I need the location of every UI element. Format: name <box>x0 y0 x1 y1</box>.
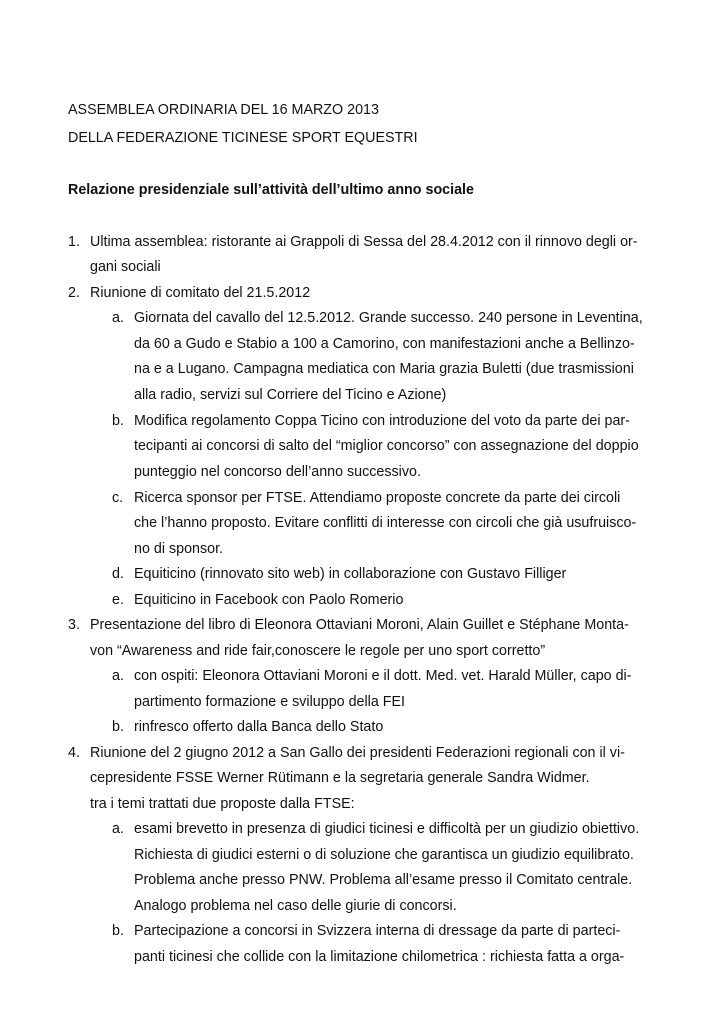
title-line-2: DELLA FEDERAZIONE TICINESE SPORT EQUESTRI <box>68 130 418 146</box>
item-2a-line: na e a Lugano. Campagna mediatica con Maria grazia Buletti (due trasmissioni <box>134 361 634 377</box>
item-2c-line: Ricerca sponsor per FTSE. Attendiamo proposte concrete da parte dei circoli <box>134 490 621 506</box>
item-2-marker: 2. <box>68 285 80 301</box>
item-4b-line: panti ticinesi che collide con la limitazione chilometrica : richiesta fatta a orga- <box>134 949 625 965</box>
item-3a-line: partimento formazione e sviluppo della FEI <box>134 694 405 710</box>
item-4b-line: Partecipazione a concorsi in Svizzera interna di dressage da parte di parteci- <box>134 923 621 939</box>
item-2a-line: alla radio, servizi sul Corriere del Ticino e Azione) <box>134 387 447 403</box>
item-2c-line: no di sponsor. <box>134 541 224 557</box>
item-3b-marker: b. <box>112 719 124 735</box>
item-1-line: gani sociali <box>90 259 161 275</box>
item-2d-marker: d. <box>112 566 124 582</box>
item-3-line: Presentazione del libro di Eleonora Ottaviani Moroni, Alain Guillet e Stéphane Monta- <box>90 617 629 633</box>
item-4b-marker: b. <box>112 923 124 939</box>
item-2d-line: Equiticino (rinnovato sito web) in collaborazione con Gustavo Filliger <box>134 566 567 582</box>
item-2a-marker: a. <box>112 310 124 326</box>
item-2b-marker: b. <box>112 413 124 429</box>
item-3a-line: con ospiti: Eleonora Ottaviani Moroni e il dott. Med. vet. Harald Müller, capo di- <box>134 668 632 684</box>
item-2a-line: Giornata del cavallo del 12.5.2012. Grande successo. 240 persone in Leventina, <box>134 310 643 326</box>
item-3a-marker: a. <box>112 668 124 684</box>
item-3b-line: rinfresco offerto dalla Banca dello Stato <box>134 719 384 735</box>
item-1-line: Ultima assemblea: ristorante ai Grappoli di Sessa del 28.4.2012 con il rinnovo degli or- <box>90 234 638 250</box>
item-1-marker: 1. <box>68 234 80 250</box>
item-2e-line: Equiticino in Facebook con Paolo Romerio <box>134 592 404 608</box>
item-2c-marker: c. <box>112 490 124 506</box>
item-2-line: Riunione di comitato del 21.5.2012 <box>90 285 311 301</box>
item-2b-line: tecipanti ai concorsi di salto del “miglior concorso” con assegnazione del doppio <box>134 438 639 454</box>
item-3-line: von “Awareness and ride fair,conoscere le regole per uno sport corretto” <box>90 643 546 659</box>
item-4-line: cepresidente FSSE Werner Rütimann e la segretaria generale Sandra Widmer. <box>90 770 590 786</box>
item-4a-line: Problema anche presso PNW. Problema all’esame presso il Comitato centrale. <box>134 872 633 888</box>
title-line-1: ASSEMBLEA ORDINARIA DEL 16 MARZO 2013 <box>68 102 379 118</box>
item-4a-line: esami brevetto in presenza di giudici ticinesi e difficoltà per un giudizio obiettivo. <box>134 821 640 837</box>
item-4a-line: Richiesta di giudici esterni o di soluzione che garantisca un giudizio equilibrato. <box>134 847 634 863</box>
item-2e-marker: e. <box>112 592 124 608</box>
item-4a-marker: a. <box>112 821 124 837</box>
item-2b-line: punteggio nel concorso dell’anno successivo. <box>134 464 421 480</box>
item-2a-line: da 60 a Gudo e Stabio a 100 a Camorino, con manifestazioni anche a Bellinzo- <box>134 336 635 352</box>
item-2c-line: che l’hanno proposto. Evitare conflitti di interesse con circoli che già usufruisco- <box>134 515 637 531</box>
item-3-marker: 3. <box>68 617 80 633</box>
item-2b-line: Modifica regolamento Coppa Ticino con introduzione del voto da parte dei par- <box>134 413 630 429</box>
item-4-marker: 4. <box>68 745 80 761</box>
item-4-line: tra i temi trattati due proposte dalla FTSE: <box>90 796 355 812</box>
item-4-line: Riunione del 2 giugno 2012 a San Gallo dei presidenti Federazioni regionali con il vi- <box>90 745 625 761</box>
report-subtitle: Relazione presidenziale sull’attività dell’ultimo anno sociale <box>68 182 474 198</box>
item-4a-line: Analogo problema nel caso delle giurie di concorsi. <box>134 898 457 914</box>
